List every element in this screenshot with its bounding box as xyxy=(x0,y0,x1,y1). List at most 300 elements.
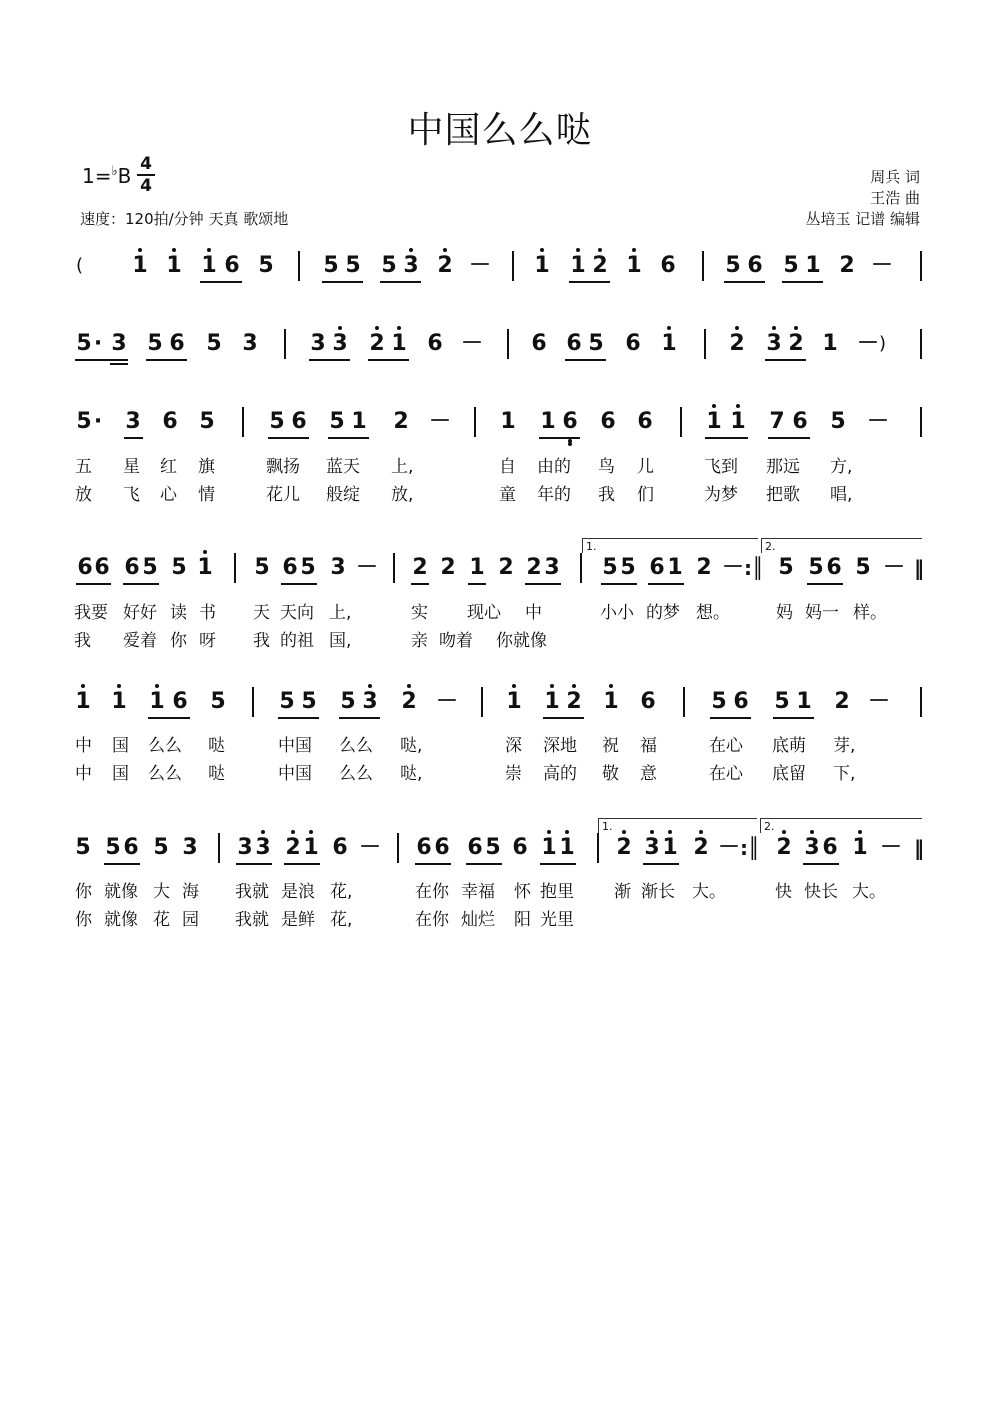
lyric-syllable: 深地 xyxy=(543,736,577,756)
note: 1 xyxy=(667,555,683,580)
note: 2 xyxy=(393,409,409,434)
hold-dash: － xyxy=(868,689,891,714)
lyric-syllable: 在心 xyxy=(709,736,743,756)
note: 5 xyxy=(485,835,501,860)
beam-underline xyxy=(278,717,319,719)
beam-underline xyxy=(468,583,486,585)
hold-dash: － xyxy=(359,835,382,860)
final-barline: ‖ xyxy=(914,556,924,580)
volta-bracket-2 xyxy=(761,538,922,553)
note: 2 xyxy=(401,689,417,714)
note: 1 xyxy=(201,253,217,278)
octave-up-dot xyxy=(291,830,295,834)
beam-underline xyxy=(569,281,610,283)
lyric-syllable: 在你 xyxy=(415,882,449,902)
hold-dash: － xyxy=(718,835,741,860)
lyric-syllable: 幸福 xyxy=(461,882,495,902)
lyric-syllable: 哒 xyxy=(208,736,225,756)
beam-underline xyxy=(765,359,806,361)
note: 7 xyxy=(769,409,785,434)
lyric-syllable: 小小 xyxy=(600,603,634,623)
note: 2 xyxy=(498,555,514,580)
lyric-syllable: 国 xyxy=(112,764,129,784)
note: 6 xyxy=(434,835,450,860)
note: 3 xyxy=(182,835,198,860)
beam-underline xyxy=(648,583,684,585)
note: 1 xyxy=(805,253,821,278)
lyric-syllable: 你 xyxy=(75,910,92,930)
note: 1 xyxy=(662,835,678,860)
key-signature xyxy=(82,164,131,188)
barline xyxy=(920,329,922,359)
octave-up-dot xyxy=(712,404,716,408)
lyric-syllable: 自 xyxy=(499,457,516,477)
lyric-syllable: 意 xyxy=(640,764,657,784)
lyric-syllable: 敬 xyxy=(602,764,619,784)
note: 1 xyxy=(166,253,182,278)
note: 6 xyxy=(637,409,653,434)
note: 5 xyxy=(147,331,163,356)
octave-up-dot xyxy=(375,326,379,330)
lyric-syllable: 花 xyxy=(153,910,170,930)
note: 5 xyxy=(142,555,158,580)
octave-up-dot xyxy=(397,326,401,330)
lyric-syllable: 上, xyxy=(391,457,414,477)
key-prefix: 1= xyxy=(82,164,112,188)
lyric-syllable: 我 xyxy=(253,631,270,651)
note: 6 xyxy=(124,555,140,580)
lyric-syllable: 中 xyxy=(525,603,542,623)
lyric-syllable: 方, xyxy=(830,457,853,477)
lyric-syllable: 国 xyxy=(112,736,129,756)
note: 1 xyxy=(661,331,677,356)
octave-up-dot xyxy=(309,830,313,834)
barline xyxy=(481,687,483,717)
note: 6 xyxy=(822,835,838,860)
note: 6 xyxy=(282,555,298,580)
note: 6 xyxy=(416,835,432,860)
lyric-syllable: 深 xyxy=(505,736,522,756)
transcriber-credit: 丛培玉 记谱 编辑 xyxy=(805,210,920,228)
note: 3 xyxy=(111,331,127,356)
octave-up-dot xyxy=(443,248,447,252)
barline xyxy=(512,251,514,281)
augmentation-dot: · xyxy=(93,331,103,356)
note: 2 xyxy=(526,555,542,580)
lyric-syllable: 灿烂 xyxy=(461,910,495,930)
beam-underline xyxy=(148,717,190,719)
augmentation-dot: · xyxy=(93,409,103,434)
note: 1 xyxy=(796,689,812,714)
octave-up-dot xyxy=(572,684,576,688)
lyric-syllable: 样。 xyxy=(853,603,887,623)
note: 1 xyxy=(541,835,557,860)
note: 2 xyxy=(834,689,850,714)
lyric-syllable: 五 xyxy=(75,457,92,477)
note: 5 xyxy=(711,689,727,714)
barline xyxy=(393,553,395,583)
lyric-syllable: 下, xyxy=(833,764,856,784)
hold-dash: － xyxy=(722,555,745,580)
note: 6 xyxy=(826,555,842,580)
beam-underline xyxy=(110,363,128,365)
barline xyxy=(242,407,244,437)
lyric-syllable: 的梦 xyxy=(646,603,680,623)
note: 5 xyxy=(76,409,92,434)
note: 2 xyxy=(729,331,745,356)
note: 2 xyxy=(369,331,385,356)
lyric-syllable: 读 xyxy=(170,603,187,623)
volta-label: 2. xyxy=(765,540,776,553)
barline xyxy=(474,407,476,437)
octave-up-dot xyxy=(668,830,672,834)
barline xyxy=(234,553,236,583)
lyric-syllable: 哒 xyxy=(208,764,225,784)
octave-up-dot xyxy=(138,248,142,252)
lyric-syllable: 那远 xyxy=(766,457,800,477)
octave-up-dot xyxy=(409,248,413,252)
note: 3 xyxy=(310,331,326,356)
beam-underline xyxy=(146,359,187,361)
note: 3 xyxy=(332,331,348,356)
lyric-syllable: 的祖 xyxy=(280,631,314,651)
note: 3 xyxy=(362,689,378,714)
barline xyxy=(507,329,509,359)
note: 5 xyxy=(301,689,317,714)
lyric-syllable: 芽, xyxy=(833,736,856,756)
note: 3 xyxy=(242,331,258,356)
note: 6 xyxy=(172,689,188,714)
note: 1 xyxy=(603,689,619,714)
lyric-syllable: 大 xyxy=(153,882,170,902)
lyric-syllable: 抱里 xyxy=(540,882,574,902)
note: 1 xyxy=(351,409,367,434)
note: 6 xyxy=(792,409,808,434)
lyric-syllable: 快长 xyxy=(804,882,838,902)
beam-underline xyxy=(415,863,451,865)
octave-up-dot xyxy=(699,830,703,834)
lyric-syllable: 鸟 xyxy=(598,457,615,477)
octave-up-dot xyxy=(261,830,265,834)
barline xyxy=(218,833,220,863)
octave-up-dot xyxy=(540,248,544,252)
hold-dash: － xyxy=(461,331,484,356)
tempo-text: 速度：120拍/分钟 天真 歌颂地 xyxy=(80,210,289,228)
beam-underline xyxy=(724,281,765,283)
lyric-syllable: 花, xyxy=(330,910,353,930)
hold-dash: － xyxy=(469,253,492,278)
barline xyxy=(920,687,922,717)
barline xyxy=(920,251,922,281)
volta-label: 2. xyxy=(764,820,775,833)
note: 2 xyxy=(440,555,456,580)
lyric-syllable: 天 xyxy=(253,603,270,623)
composer-credit: 王浩 曲 xyxy=(870,189,920,207)
lyric-syllable: 亲 xyxy=(411,631,428,651)
lyric-syllable: 中国 xyxy=(278,764,312,784)
beam-underline xyxy=(807,583,843,585)
lyric-syllable: 爱着 xyxy=(123,631,157,651)
note: 1 xyxy=(149,689,165,714)
octave-up-dot xyxy=(650,830,654,834)
beam-underline xyxy=(768,437,810,439)
final-barline: ‖ xyxy=(914,836,924,860)
lyric-syllable: 在你 xyxy=(415,910,449,930)
beam-underline xyxy=(380,281,421,283)
volta-bracket-1 xyxy=(582,538,758,553)
lyric-syllable: 就像 xyxy=(104,882,138,902)
lyric-syllable: 高的 xyxy=(543,764,577,784)
lyric-syllable: 飞到 xyxy=(704,457,738,477)
lyric-syllable: 年的 xyxy=(537,485,571,505)
barline xyxy=(683,687,685,717)
lyric-syllable: 实 xyxy=(411,603,428,623)
lyric-syllable: 你就像 xyxy=(496,631,547,651)
lyric-syllable: 我就 xyxy=(235,882,269,902)
octave-up-dot xyxy=(512,684,516,688)
beam-underline xyxy=(525,583,561,585)
barline xyxy=(397,833,399,863)
hold-dash: － xyxy=(871,253,894,278)
note: 5 xyxy=(329,409,345,434)
lyric-syllable: 上, xyxy=(329,603,352,623)
lyric-syllable: 么么 xyxy=(148,736,182,756)
note: 1 xyxy=(500,409,516,434)
octave-up-dot xyxy=(565,830,569,834)
lyric-syllable: 呀 xyxy=(199,631,216,651)
note: 5 xyxy=(381,253,397,278)
flat-icon: ♭ xyxy=(111,164,118,179)
lyric-syllable: 我 xyxy=(74,631,91,651)
lyric-syllable: 妈一 xyxy=(805,603,839,623)
volta-label: 1. xyxy=(602,820,613,833)
lyric-syllable: 怀 xyxy=(514,882,531,902)
octave-up-dot xyxy=(576,248,580,252)
octave-up-dot xyxy=(782,830,786,834)
note: 5 xyxy=(588,331,604,356)
lyric-syllable: 福 xyxy=(640,736,657,756)
note: 5 xyxy=(808,555,824,580)
octave-up-dot xyxy=(735,326,739,330)
beam-underline xyxy=(803,863,839,865)
lyric-syllable: 为梦 xyxy=(704,485,738,505)
hold-dash: － xyxy=(429,409,452,434)
barline xyxy=(580,553,582,583)
note: 3 xyxy=(330,555,346,580)
lyric-syllable: 情 xyxy=(198,485,215,505)
note: 6 xyxy=(77,555,93,580)
octave-up-dot xyxy=(736,404,740,408)
lyric-syllable: 你 xyxy=(75,882,92,902)
note: 6 xyxy=(123,835,139,860)
octave-up-dot xyxy=(550,684,554,688)
lyric-syllable: 就像 xyxy=(104,910,138,930)
lyric-syllable: 妈 xyxy=(776,603,793,623)
time-bottom: 4 xyxy=(140,176,152,196)
hold-dash: － xyxy=(857,331,880,356)
lyric-syllable: 么么 xyxy=(148,764,182,784)
barline xyxy=(284,329,286,359)
lyric-syllable: 放, xyxy=(391,485,414,505)
hold-dash: － xyxy=(880,835,903,860)
note: 5 xyxy=(254,555,270,580)
note: 5 xyxy=(783,253,799,278)
note: 5 xyxy=(620,555,636,580)
lyric-syllable: 心 xyxy=(160,485,177,505)
note: 1 xyxy=(197,555,213,580)
note: 2 xyxy=(839,253,855,278)
note: 6 xyxy=(427,331,443,356)
lyric-syllable: 好好 xyxy=(123,603,157,623)
note: 5 xyxy=(323,253,339,278)
note: 6 xyxy=(566,331,582,356)
note: 5 xyxy=(774,689,790,714)
lyricist-credit: 周兵 词 xyxy=(870,168,920,186)
octave-down-dot xyxy=(568,442,572,446)
octave-up-dot xyxy=(622,830,626,834)
hold-dash: － xyxy=(356,555,379,580)
octave-up-dot xyxy=(117,684,121,688)
note: 6 xyxy=(747,253,763,278)
repeat-end: :║ xyxy=(744,556,765,580)
note: 6 xyxy=(531,331,547,356)
note: 2 xyxy=(412,555,428,580)
lyric-syllable: 飞 xyxy=(123,485,140,505)
note: 5 xyxy=(105,835,121,860)
lyric-syllable: 由的 xyxy=(537,457,571,477)
note: 2 xyxy=(776,835,792,860)
lyric-syllable: 祝 xyxy=(602,736,619,756)
note: 1 xyxy=(469,555,485,580)
lyric-syllable: 是鲜 xyxy=(281,910,315,930)
time-top: 4 xyxy=(140,154,152,174)
lyric-syllable: 中 xyxy=(75,764,92,784)
octave-up-dot xyxy=(338,326,342,330)
note: 6 xyxy=(733,689,749,714)
note: 3 xyxy=(544,555,560,580)
note: 5 xyxy=(206,331,222,356)
lyric-syllable: 么么 xyxy=(339,764,373,784)
note: 3 xyxy=(766,331,782,356)
lyric-syllable: 海 xyxy=(182,882,199,902)
note: 3 xyxy=(255,835,271,860)
beam-underline xyxy=(539,437,580,439)
beam-underline xyxy=(236,863,272,865)
lyric-syllable: 底萌 xyxy=(772,736,806,756)
lyric-syllable: 现心 xyxy=(467,603,501,623)
note: 5 xyxy=(269,409,285,434)
note: 2 xyxy=(616,835,632,860)
note: 3 xyxy=(804,835,820,860)
beam-underline xyxy=(123,583,159,585)
octave-up-dot xyxy=(203,550,207,554)
note: 5 xyxy=(340,689,356,714)
note: 1 xyxy=(559,835,575,860)
lyric-syllable: 星 xyxy=(123,457,140,477)
note: 5 xyxy=(279,689,295,714)
note: 6 xyxy=(600,409,616,434)
note: 5 xyxy=(830,409,846,434)
lyric-syllable: 把歌 xyxy=(766,485,800,505)
lyric-syllable: 吻着 xyxy=(439,631,473,651)
beam-underline xyxy=(543,717,584,719)
lyric-syllable: 在心 xyxy=(709,764,743,784)
note: 1 xyxy=(544,689,560,714)
close-paren: ) xyxy=(879,333,887,354)
note: 5 xyxy=(345,253,361,278)
note: 6 xyxy=(332,835,348,860)
beam-underline xyxy=(710,717,751,719)
lyric-syllable: 我就 xyxy=(235,910,269,930)
beam-underline xyxy=(773,717,814,719)
note: 2 xyxy=(285,835,301,860)
lyric-syllable: 般绽 xyxy=(326,485,360,505)
lyric-syllable: 旗 xyxy=(198,457,215,477)
note: 1 xyxy=(391,331,407,356)
lyric-syllable: 渐长 xyxy=(641,882,675,902)
octave-up-dot xyxy=(81,684,85,688)
note: 3 xyxy=(644,835,660,860)
lyric-syllable: 天向 xyxy=(280,603,314,623)
note: 1 xyxy=(570,253,586,278)
beam-underline xyxy=(601,583,637,585)
barline xyxy=(298,251,300,281)
lyric-syllable: 阳 xyxy=(514,910,531,930)
octave-up-dot xyxy=(810,830,814,834)
note: 6 xyxy=(162,409,178,434)
note: 6 xyxy=(512,835,528,860)
lyric-syllable: 底留 xyxy=(772,764,806,784)
lyric-syllable: 飘扬 xyxy=(266,457,300,477)
barline xyxy=(704,329,706,359)
open-paren: ( xyxy=(76,255,84,276)
beam-underline xyxy=(200,281,242,283)
lyric-syllable: 园 xyxy=(182,910,199,930)
beam-underline xyxy=(565,359,606,361)
beam-underline xyxy=(339,717,380,719)
beam-underline xyxy=(284,863,320,865)
lyric-syllable: 红 xyxy=(160,457,177,477)
lyric-syllable: 书 xyxy=(199,603,216,623)
beam-underline xyxy=(76,583,111,585)
note: 5 xyxy=(602,555,618,580)
note: 1 xyxy=(822,331,838,356)
lyric-syllable: 蓝天 xyxy=(326,457,360,477)
note: 1 xyxy=(852,835,868,860)
hold-dash: － xyxy=(867,409,890,434)
lyric-syllable: 是浪 xyxy=(281,882,315,902)
hold-dash: － xyxy=(436,689,459,714)
lyric-syllable: 我 xyxy=(598,485,615,505)
note: 1 xyxy=(730,409,746,434)
note: 2 xyxy=(696,555,712,580)
lyric-syllable: 想。 xyxy=(696,603,730,623)
lyric-syllable: 唱, xyxy=(830,485,853,505)
beam-underline xyxy=(643,863,679,865)
note: 3 xyxy=(403,253,419,278)
beam-underline xyxy=(705,437,748,439)
beam-underline xyxy=(322,281,363,283)
note: 1 xyxy=(132,253,148,278)
octave-up-dot xyxy=(547,830,551,834)
lyric-syllable: 童 xyxy=(499,485,516,505)
beam-underline xyxy=(782,281,823,283)
lyric-syllable: 国, xyxy=(329,631,352,651)
key-note: B xyxy=(117,164,132,188)
lyric-syllable: 花, xyxy=(330,882,353,902)
octave-up-dot xyxy=(858,830,862,834)
note: 5 xyxy=(153,835,169,860)
